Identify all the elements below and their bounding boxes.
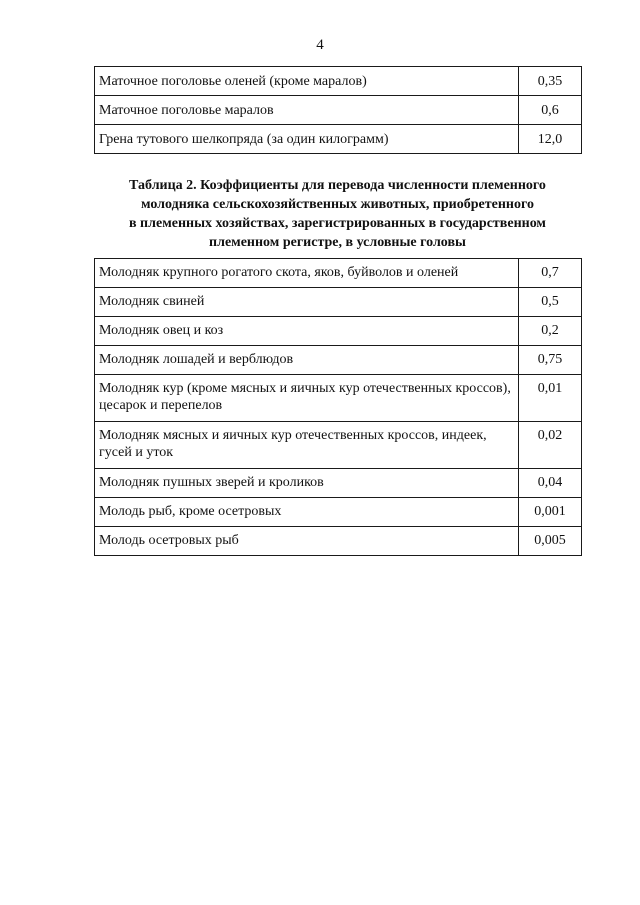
table-row bbox=[95, 125, 582, 154]
row-name: Грена тутового шелкопряда (за один килограмм) bbox=[95, 125, 519, 154]
table-row bbox=[95, 317, 582, 346]
title-line: в племенных хозяйствах, зарегистрированных в государственном bbox=[129, 216, 546, 231]
row-value: 0,5 bbox=[519, 288, 582, 317]
table-row bbox=[95, 96, 582, 125]
table-row bbox=[95, 469, 582, 498]
table-2-title bbox=[90, 176, 585, 252]
row-value: 0,35 bbox=[519, 67, 582, 96]
row-name: Молодняк свиней bbox=[95, 288, 519, 317]
table-row bbox=[95, 375, 582, 422]
row-value: 0,2 bbox=[519, 317, 582, 346]
table-row bbox=[95, 288, 582, 317]
row-name: Молодняк овец и коз bbox=[95, 317, 519, 346]
table-1 bbox=[94, 66, 582, 154]
row-value: 0,001 bbox=[519, 498, 582, 527]
row-name: Молодняк пушных зверей и кроликов bbox=[95, 469, 519, 498]
row-value: 0,02 bbox=[519, 422, 582, 469]
row-name: Маточное поголовье оленей (кроме маралов) bbox=[95, 67, 519, 96]
row-value: 0,005 bbox=[519, 527, 582, 556]
table-row bbox=[95, 67, 582, 96]
row-value: 0,6 bbox=[519, 96, 582, 125]
row-name: Молодняк лошадей и верблюдов bbox=[95, 346, 519, 375]
row-name: Молодь осетровых рыб bbox=[95, 527, 519, 556]
row-value: 0,7 bbox=[519, 259, 582, 288]
row-name: Молодняк мясных и яичных кур отечественных кроссов, индеек, гусей и уток bbox=[95, 422, 519, 469]
table-row bbox=[95, 498, 582, 527]
table-row bbox=[95, 259, 582, 288]
table-row bbox=[95, 422, 582, 469]
row-value: 12,0 bbox=[519, 125, 582, 154]
table-row bbox=[95, 527, 582, 556]
table-2 bbox=[94, 258, 582, 556]
row-value: 0,04 bbox=[519, 469, 582, 498]
row-name: Молодняк кур (кроме мясных и яичных кур отечественных кроссов), цесарок и перепелов bbox=[95, 375, 519, 422]
row-value: 0,75 bbox=[519, 346, 582, 375]
title-line: Таблица 2. Коэффициенты для перевода численности племенного bbox=[129, 178, 546, 193]
row-name: Маточное поголовье маралов bbox=[95, 96, 519, 125]
title-line: молодняка сельскохозяйственных животных, приобретенного bbox=[141, 197, 534, 212]
row-name: Молодняк крупного рогатого скота, яков, буйволов и оленей bbox=[95, 259, 519, 288]
page-number: 4 bbox=[316, 37, 324, 53]
table-row bbox=[95, 346, 582, 375]
title-line: племенном регистре, в условные головы bbox=[209, 235, 466, 250]
row-value: 0,01 bbox=[519, 375, 582, 422]
row-name: Молодь рыб, кроме осетровых bbox=[95, 498, 519, 527]
